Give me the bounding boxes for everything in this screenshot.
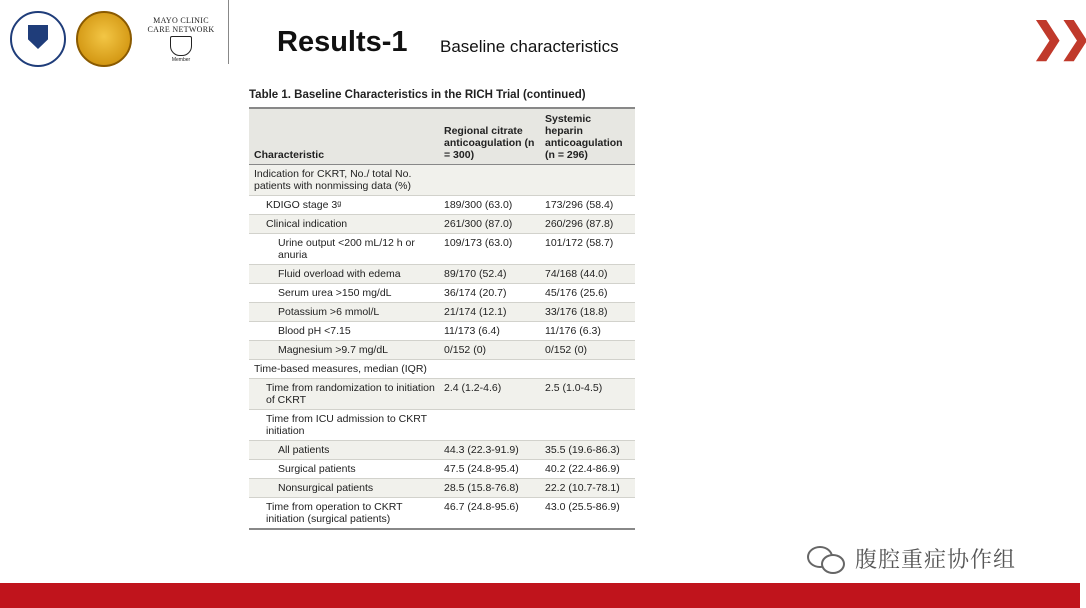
table-row [249,215,635,234]
heparin-value: 101/172 (58.7) [540,234,635,265]
slide-subtitle: Baseline characteristics [440,37,619,56]
mayo-line3: Member [171,56,191,63]
mayo-clinic-logo [142,16,220,63]
table-row [249,498,635,530]
citrate-value: 28.5 (15.8-76.8) [439,479,540,498]
table-row [249,360,635,379]
heparin-value [540,360,635,379]
heparin-value [540,165,635,196]
table-row [249,196,635,215]
bottom-accent-bar [0,583,1080,608]
table-row [249,234,635,265]
table-row [249,265,635,284]
row-label: Magnesium >9.7 mg/dL [249,341,439,360]
row-label: Indication for CKRT, No./ total No. patients with nonmissing data (%) [249,165,439,196]
citrate-value [439,360,540,379]
wechat-watermark [807,543,1016,574]
row-label: Urine output <200 mL/12 h or anuria [249,234,439,265]
citrate-value: 2.4 (1.2-4.6) [439,379,540,410]
watermark-text: 腹腔重症协作组 [855,547,1017,572]
row-label: Time from operation to CKRT initiation (surgical patients) [249,498,439,530]
heparin-value: 33/176 (18.8) [540,303,635,322]
double-chevron-right-icon[interactable]: ❯❯ [1031,16,1086,60]
table-row [249,303,635,322]
heparin-value: 11/176 (6.3) [540,322,635,341]
table-row [249,322,635,341]
citrate-value: 261/300 (87.0) [439,215,540,234]
header-citrate: Regional citrate anticoagulation (n = 300) [439,108,540,165]
row-label: Clinical indication [249,215,439,234]
row-label: Surgical patients [249,460,439,479]
table-row [249,284,635,303]
header-characteristic: Characteristic [249,108,439,165]
baseline-table-figure [249,89,635,530]
table-row [249,165,635,196]
citrate-value: 109/173 (63.0) [439,234,540,265]
heparin-value: 2.5 (1.0-4.5) [540,379,635,410]
row-label: KDIGO stage 3ᵍ [249,196,439,215]
gold-seal-logo [76,11,132,67]
heparin-value: 35.5 (19.6-86.3) [540,441,635,460]
heparin-value: 173/296 (58.4) [540,196,635,215]
table-row [249,479,635,498]
mayo-shield-icon [170,36,192,56]
citrate-value: 47.5 (24.8-95.4) [439,460,540,479]
row-label: Time-based measures, median (IQR) [249,360,439,379]
heparin-value: 45/176 (25.6) [540,284,635,303]
university-logo [10,11,66,67]
wechat-icon [807,544,847,574]
citrate-value [439,410,540,441]
heparin-value: 22.2 (10.7-78.1) [540,479,635,498]
row-label: Time from ICU admission to CKRT initiation [249,410,439,441]
mayo-line1: MAYO CLINIC [153,15,209,25]
row-label: All patients [249,441,439,460]
table-row [249,410,635,441]
table-header-row [249,108,635,165]
slide-title: Results-1 [277,26,408,58]
row-label: Nonsurgical patients [249,479,439,498]
heparin-value: 40.2 (22.4-86.9) [540,460,635,479]
header-divider [228,0,229,64]
citrate-value: 89/170 (52.4) [439,265,540,284]
mayo-line2: CARE NETWORK [147,24,215,34]
citrate-value: 44.3 (22.3-91.9) [439,441,540,460]
heparin-value: 43.0 (25.5-86.9) [540,498,635,530]
heparin-value: 260/296 (87.8) [540,215,635,234]
header-logos [10,10,220,68]
heparin-value: 74/168 (44.0) [540,265,635,284]
citrate-value: 0/152 (0) [439,341,540,360]
table-row [249,441,635,460]
table-row [249,341,635,360]
table-row [249,460,635,479]
citrate-value [439,165,540,196]
citrate-value: 21/174 (12.1) [439,303,540,322]
row-label: Potassium >6 mmol/L [249,303,439,322]
citrate-value: 11/173 (6.4) [439,322,540,341]
table-caption: Table 1. Baseline Characteristics in the RICH Trial (continued) [249,89,586,101]
citrate-value: 36/174 (20.7) [439,284,540,303]
citrate-value: 46.7 (24.8-95.6) [439,498,540,530]
baseline-table [249,107,635,530]
row-label: Blood pH <7.15 [249,322,439,341]
heparin-value [540,410,635,441]
citrate-value: 189/300 (63.0) [439,196,540,215]
header-heparin: Systemic heparin anticoagulation (n = 296) [540,108,635,165]
row-label: Fluid overload with edema [249,265,439,284]
row-label: Serum urea >150 mg/dL [249,284,439,303]
heparin-value: 0/152 (0) [540,341,635,360]
table-row [249,379,635,410]
row-label: Time from randomization to initiation of CKRT [249,379,439,410]
